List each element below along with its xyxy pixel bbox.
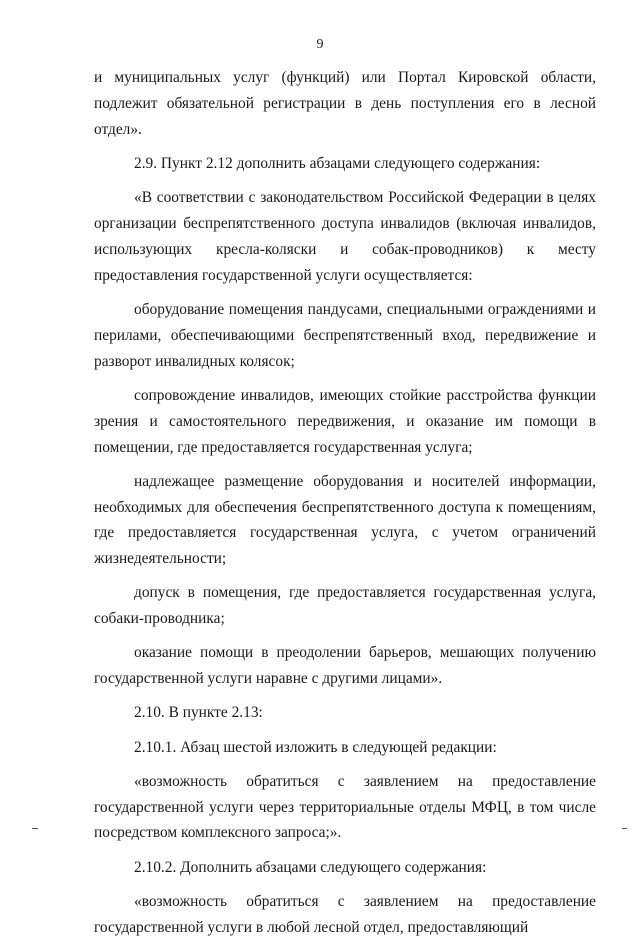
paragraph-clause-2-10-2: 2.10.2. Дополнить абзацами следующего содержания: bbox=[134, 858, 487, 876]
page-number: 9 bbox=[316, 37, 324, 52]
paragraph-forest-office-option: «возможность обратиться с заявлением на предоставление государственной услуги в любой лесной отдел, предоставляющий bbox=[94, 892, 596, 936]
paragraph-clause-2-10-1: 2.10.1. Абзац шестой изложить в следующей редакции: bbox=[134, 738, 497, 756]
scan-mark-left bbox=[32, 828, 38, 829]
document-body bbox=[94, 65, 596, 949]
paragraph-equipment-placement: надлежащее размещение оборудования и носителей информации, необходимых для обеспечения беспрепятственного доступа к помещениям, где предоставляется государственная услуга, с учетом ограничений жизнедеятельности; bbox=[94, 472, 596, 568]
paragraph-clause-2-10: 2.10. В пункте 2.13: bbox=[134, 704, 263, 722]
paragraph-continuation: и муниципальных услуг (функций) или Портал Кировской области, подлежит обязательной регистрации в день поступления его в лесной отдел». bbox=[94, 69, 596, 138]
paragraph-guide-dog: допуск в помещения, где предоставляется государственная услуга, собаки-проводника; bbox=[94, 584, 596, 628]
paragraph-mfc-option: «возможность обратиться с заявлением на предоставление государственной услуги через территориальные отделы МФЦ, в том числе посредством комплексного запроса;». bbox=[94, 772, 596, 842]
scan-mark-right bbox=[622, 828, 627, 829]
paragraph-clause-2-9: 2.9. Пункт 2.12 дополнить абзацами следующего содержания: bbox=[134, 154, 541, 172]
paragraph-escort: сопровождение инвалидов, имеющих стойкие расстройства функции зрения и самостоятельного передвижения, и оказание им помощи в помещении, где предоставляется государственная услуга; bbox=[94, 386, 596, 456]
paragraph-barriers: оказание помощи в преодолении барьеров, мешающих получению государственной услуги наравне с другими лицами». bbox=[94, 644, 596, 688]
paragraph-ramps: оборудование помещения пандусами, специальными ограждениями и перилами, обеспечивающими беспрепятственный вход, передвижение и разворот инвалидных колясок; bbox=[94, 300, 596, 370]
paragraph-accessibility-intro: «В соответствии с законодательством Российской Федерации в целях организации беспрепятственного доступа инвалидов (включая инвалидов, использующих кресла-коляски и собак-проводников) к месту предоставления государственной услуги осуществляется: bbox=[94, 189, 596, 284]
